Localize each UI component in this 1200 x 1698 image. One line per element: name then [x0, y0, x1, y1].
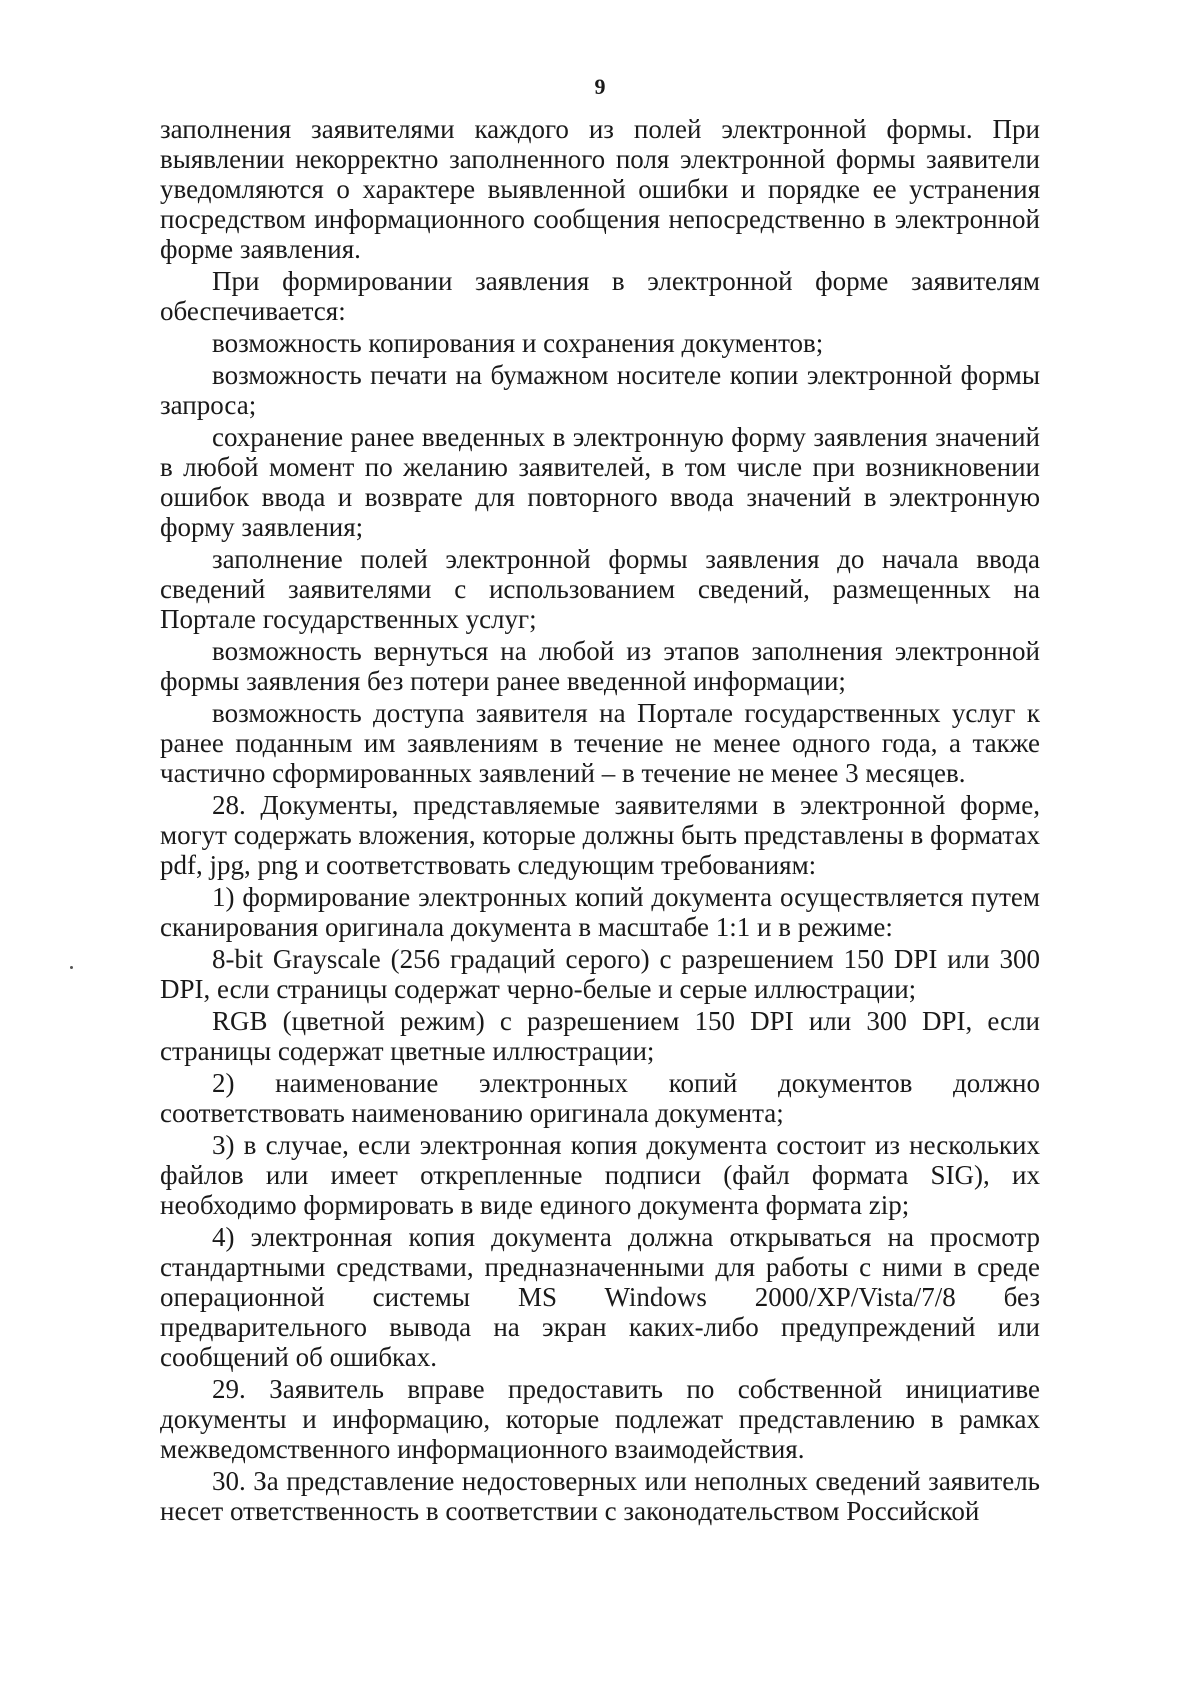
paragraph: 3) в случае, если электронная копия документа состоит из нескольких файлов или имеет открепленные подписи (файл формата SIG), их необходимо формировать в виде единого документа формата zip;	[160, 1130, 1040, 1220]
page-number: 9	[594, 74, 606, 99]
paragraph: RGB (цветной режим) с разрешением 150 DPI или 300 DPI, если страницы содержат цветные иллюстрации;	[160, 1006, 1040, 1066]
paragraph: заполнение полей электронной формы заявления до начала ввода сведений заявителями с использованием сведений, размещенных на Портале государственных услуг;	[160, 544, 1040, 634]
paragraph: 2) наименование электронных копий документов должно соответствовать наименованию оригинала документа;	[160, 1068, 1040, 1128]
paragraph: 29. Заявитель вправе предоставить по собственной инициативе документы и информацию, которые подлежат представлению в рамках межведомственного информационного взаимодействия.	[160, 1374, 1040, 1464]
paragraph: 28. Документы, представляемые заявителями в электронной форме, могут содержать вложения, которые должны быть представлены в форматах pdf, jpg, png и соответствовать следующим требованиям:	[160, 790, 1040, 880]
scan-speck	[70, 966, 73, 969]
document-body	[160, 114, 1040, 1528]
paragraph: возможность доступа заявителя на Портале государственных услуг к ранее поданным им заявлениям в течение не менее одного года, а также частично сформированных заявлений – в течение не менее 3 месяцев.	[160, 698, 1040, 788]
paragraph: заполнения заявителями каждого из полей электронной формы. При выявлении некорректно заполненного поля электронной формы заявители уведомляются о характере выявленной ошибки и порядке ее устранения посредством информационного сообщения непосредственно в электронной форме заявления.	[160, 114, 1040, 264]
paragraph: 8-bit Grayscale (256 градаций серого) с разрешением 150 DPI или 300 DPI, если страницы содержат черно-белые и серые иллюстрации;	[160, 944, 1040, 1004]
paragraph: 4) электронная копия документа должна открываться на просмотр стандартными средствами, предназначенными для работы с ними в среде операционной системы MS Windows 2000/XP/Vista/7/8 без предварительного вывода на экран каких-либо предупреждений или сообщений об ошибках.	[160, 1222, 1040, 1372]
paragraph: 30. За представление недостоверных или неполных сведений заявитель несет ответственность в соответствии с законодательством Российской	[160, 1466, 1040, 1526]
paragraph: возможность вернуться на любой из этапов заполнения электронной формы заявления без потери ранее введенной информации;	[160, 636, 1040, 696]
paragraph: При формировании заявления в электронной форме заявителям обеспечивается:	[160, 266, 1040, 326]
paragraph: 1) формирование электронных копий документа осуществляется путем сканирования оригинала документа в масштабе 1:1 и в режиме:	[160, 882, 1040, 942]
paragraph: возможность копирования и сохранения документов;	[212, 328, 824, 358]
paragraph: сохранение ранее введенных в электронную форму заявления значений в любой момент по желанию заявителей, в том числе при возникновении ошибок ввода и возврате для повторного ввода значений в электронную форму заявления;	[160, 422, 1040, 542]
paragraph: возможность печати на бумажном носителе копии электронной формы запроса;	[160, 360, 1040, 420]
